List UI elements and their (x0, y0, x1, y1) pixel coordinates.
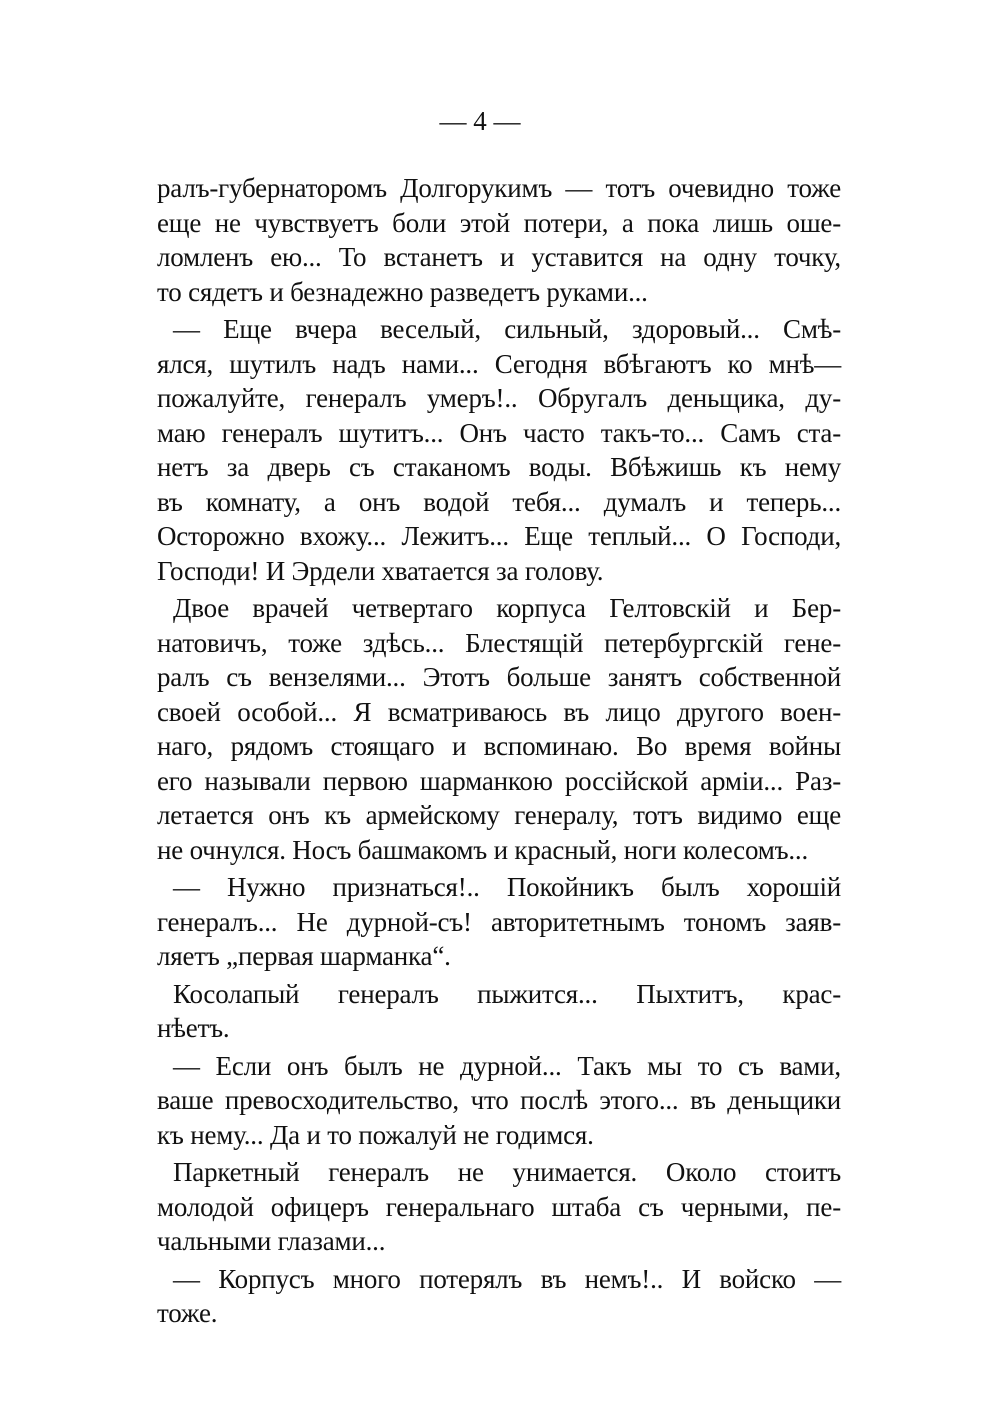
paragraph (157, 1155, 841, 1259)
text-line: молодой офицеръ генеральнаго штаба съ черными, пе- (157, 1191, 841, 1222)
text-line: къ нему... Да и то пожалуй не годимся. (157, 1119, 594, 1150)
text-line: пожалуйте, генералъ умеръ!.. Обругалъ деньщика, ду- (157, 383, 841, 413)
text-line: генералъ... Не дурной-съ! авторитетнымъ тономъ заяв- (157, 906, 841, 937)
text-line: — Корпусъ много потерялъ въ немъ!.. И войско — (173, 1263, 841, 1294)
text-line: — Нужно признаться!.. Покойникъ былъ хорошій (173, 872, 841, 902)
text-line: Косолапый генералъ пыжится... Пыхтитъ, крас- (173, 978, 841, 1009)
text-line: — Если онъ былъ не дурной... Такъ мы то съ вами, (173, 1050, 841, 1081)
text-line: ралъ-губернаторомъ Долгорукимъ — тотъ очевидно тоже (157, 173, 841, 203)
text-line: тоже. (157, 1298, 218, 1328)
text-line: Двое врачей четвертаго корпуса Гелтовскій и Бер- (173, 593, 841, 623)
text-line: наго, рядомъ стоящаго и вспоминаю. Во время войны (157, 731, 841, 761)
text-line: Осторожно вхожу... Лежитъ... Еще теплый... О Господи, (157, 521, 841, 551)
text-line: — Еще вчера веселый, сильный, здоровый... Смѣ- (173, 314, 841, 344)
paragraph (157, 870, 841, 974)
text-line: ляетъ „первая шарманка“. (157, 941, 451, 971)
text-line: не очнулся. Носъ башмакомъ и красный, ноги колесомъ... (157, 834, 809, 865)
paragraph (157, 1262, 841, 1331)
text-line: Господи! И Эрдели хватается за голову. (157, 555, 604, 586)
text-line: Паркетный генералъ не унимается. Около стоитъ (173, 1157, 841, 1187)
text-line: своей особой... Я всматриваюсь въ лицо другого воен- (157, 696, 841, 727)
text-line: его называли первою шарманкою россійской арміи... Раз- (157, 765, 841, 796)
paragraph (157, 171, 841, 309)
text-line: въ комнату, а онъ водой тебя... думалъ и теперь... (157, 486, 841, 517)
body-text (157, 168, 841, 1331)
text-line: то сядетъ и безнадежно разведетъ руками... (157, 276, 648, 307)
text-line: натовичъ, тоже здѣсь... Блестящій петербургскій гене- (157, 627, 841, 658)
text-line: ялся, шутилъ надъ нами... Сегодня вбѣгаютъ ко мнѣ— (157, 348, 841, 379)
text-line: маю генералъ шутитъ... Онъ часто такъ-то... Самъ ста- (157, 417, 841, 448)
text-line: ралъ съ вензелями... Этотъ больше занятъ собственной (157, 662, 841, 692)
text-line: еще не чувствуетъ боли этой потери, а пока лишь оше- (157, 207, 841, 238)
paragraph (157, 1049, 841, 1153)
page-number: — 4 — (439, 106, 521, 136)
text-line: нетъ за дверь съ стаканомъ воды. Вбѣжишь къ нему (157, 452, 841, 482)
text-line: чальными глазами... (157, 1226, 386, 1256)
paragraph (157, 977, 841, 1046)
paragraph (157, 312, 841, 588)
text-line: нѣетъ. (157, 1013, 230, 1043)
text-line: летается онъ къ армейскому генералу, тотъ видимо еще (157, 800, 841, 830)
text-line: ваше превосходительство, что послѣ этого... въ деньщики (157, 1085, 841, 1115)
paragraph (157, 591, 841, 867)
text-line: ломленъ ею... То встанетъ и уставится на одну точку, (157, 242, 841, 272)
